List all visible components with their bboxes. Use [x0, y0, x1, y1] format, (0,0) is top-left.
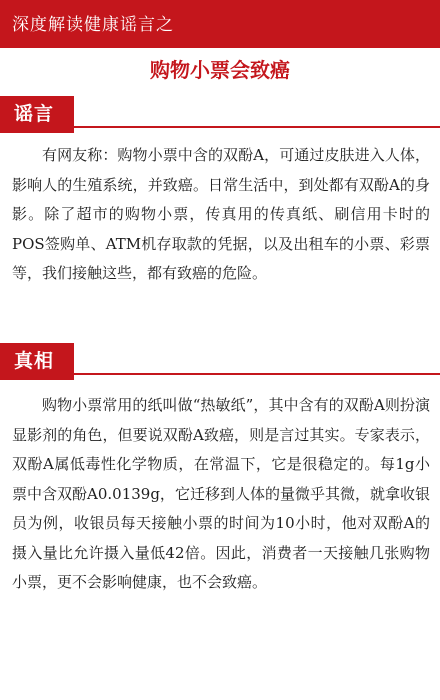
series-title: 深度解读健康谣言之: [12, 15, 174, 35]
truth-section-body: 购物小票常用的纸叫做“热敏纸”，其中含有的双酚A则扮演显影剂的角色，但要说双酚A致癌，则是言过其实。专家表示，双酚A属低毒性化学物质，在常温下，它是很稳定的。每1g小票中含双酚A0.0139g，它迁移到人体的量微乎其微，就拿收银员为例，收银员每天接触小票的时间为10小时，他对双酚A的摄入量比允许摄入量低42倍。因此，消费者一天接触几张购物小票，更不会影响健康，也不会致癌。: [12, 396, 430, 591]
rumor-section-tab: 谣言: [0, 96, 74, 133]
header-bar: [0, 0, 440, 48]
rumor-section-body: 有网友称：购物小票中含的双酚A，可通过皮肤进入人体，影响人的生殖系统，并致癌。日常生活中，到处都有双酚A的身影。除了超市的购物小票，传真用的传真纸、刷信用卡时的POS签购单、ATM机存取款的凭据，以及出租车的小票、彩票等，我们接触这些，都有致癌的危险。: [12, 146, 430, 282]
truth-section-tab: 真相: [0, 343, 74, 380]
page-title: 购物小票会致癌: [150, 58, 290, 82]
